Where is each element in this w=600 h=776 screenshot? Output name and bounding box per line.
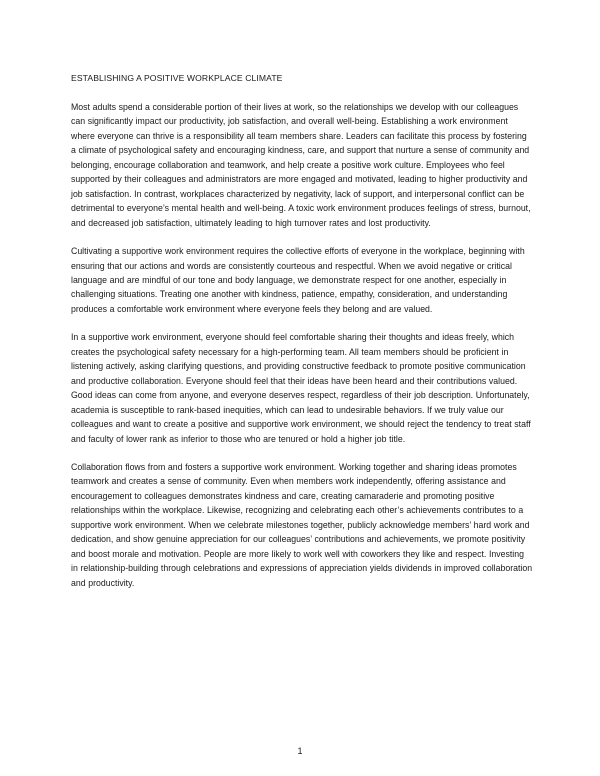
document-title: ESTABLISHING A POSITIVE WORKPLACE CLIMATE (71, 73, 283, 83)
document-body (71, 72, 533, 604)
page-number: 1 (297, 746, 303, 756)
paragraph-supportive-environment: Cultivating a supportive work environment requires the collective efforts of everyone in the workplace, beginning with ensuring that our actions and words are consistently courteous and respectful. When we avoid negative or critical language and are mindful of our tone and body language, we demonstrate respect for one another, especially in challenging situations. Treating one another with kindness, patience, empathy, consideration, and understanding produces a comfortable work environment where everyone feels they belong and are valued. (71, 246, 525, 314)
paragraph-collaboration: Collaboration flows from and fosters a supportive work environment. Working together and sharing ideas promotes teamwork and creates a sense of community. Even when members work independently, offering assistance and encouragement to colleagues demonstrates kindness and care, creating camaraderie and promoting positive relationships within the workplace. Likewise, recognizing and celebrating each other’s achievements contributes to a supportive work environment. When we celebrate milestones together, publicly acknowledge members’ hard work and dedication, and show genuine appreciation for our colleagues’ contributions and achievements, we promote positivity and boost morale and motivation. People are more likely to work well with coworkers they like and respect. Investing in relationship-building through celebrations and expressions of appreciation yields dividends in improved collaboration and productivity. (71, 461, 533, 588)
paragraph-intro: Most adults spend a considerable portion of their lives at work, so the relationships we develop with our colleagues can significantly impact our productivity, job satisfaction, and overall well-being. Establishing a work environment where everyone can thrive is a responsibility all team members share. Leaders can facilitate this process by fostering a climate of psychological safety and encouraging kindness, care, and support that nurture a sense of community and belonging, encourage collaboration and teamwork, and help create a positive work culture. Employees who feel supported by their colleagues and administrators are more engaged and motivated, leading to higher productivity and job satisfaction. In contrast, workplaces characterized by negativity, lack of support, and interpersonal conflict can be detrimental to everyone’s mental health and well-being. A toxic work environment produces feelings of stress, burnout, and decreased job satisfaction, ultimately leading to high turnover rates and lost productivity. (71, 102, 531, 228)
paragraph-psychological-safety: In a supportive work environment, everyone should feel comfortable sharing their thoughts and ideas freely, which creates the psychological safety necessary for a high-performing team. All team members should be proficient in listening actively, asking clarifying questions, and providing constructive feedback to promote positive communication and productive collaboration. Everyone should feel that their ideas have been heard and their contributions valued. Good ideas can come from anyone, and everyone deserves respect, regardless of their job description. Unfortunately, academia is susceptible to rank-based inequities, which can lead to undesirable behaviors. If we truly value our colleagues and want to create a positive and supportive work environment, we should reject the tendency to treat staff and faculty of lower rank as inferior to those who are tenured or hold a higher job title. (71, 332, 531, 444)
